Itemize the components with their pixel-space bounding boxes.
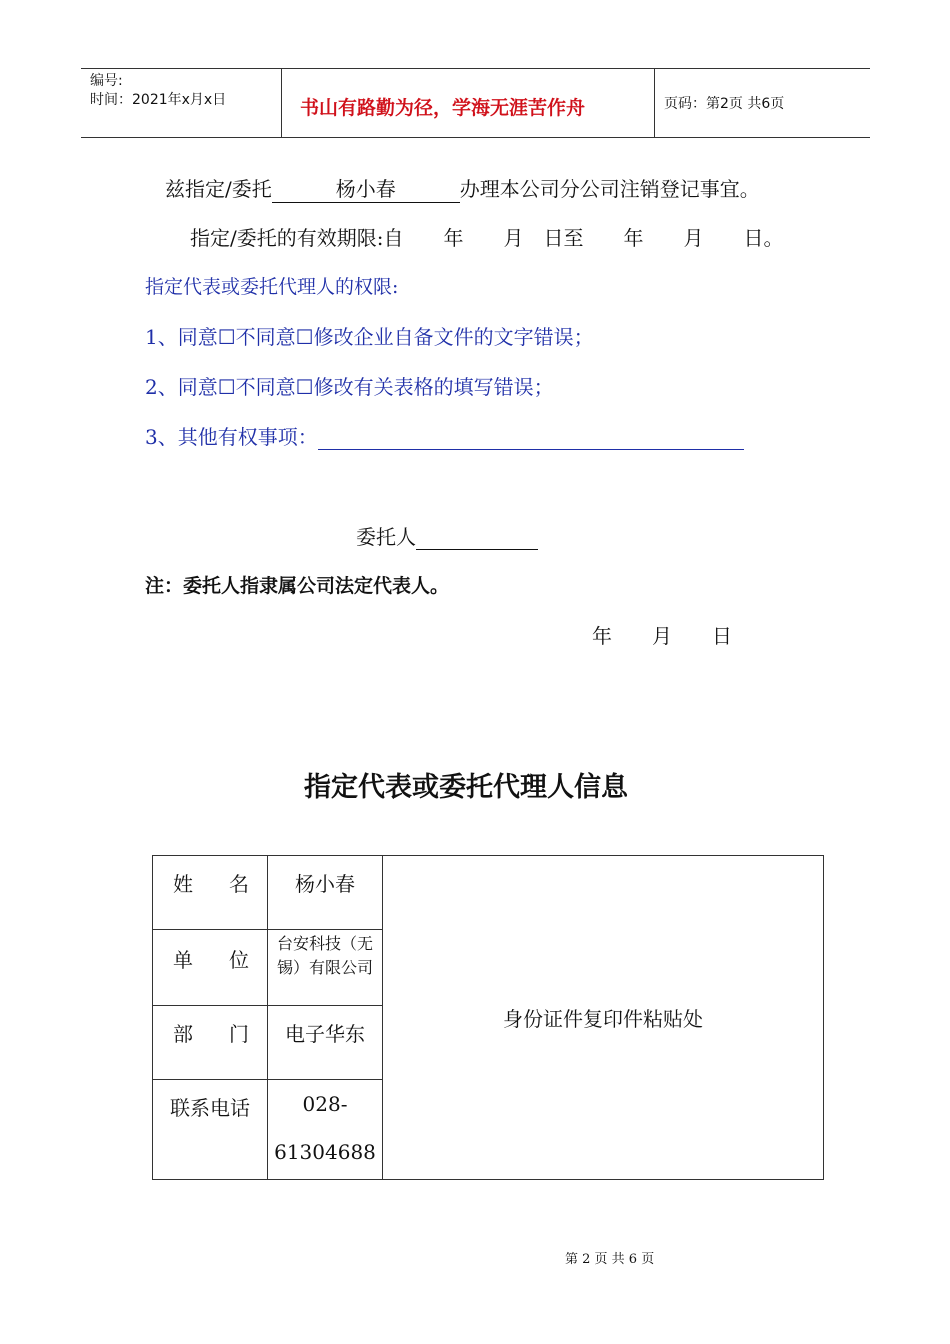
id-paste-label: 身份证件复印件粘贴处	[503, 1007, 703, 1031]
unit-label-b: 位	[229, 948, 249, 972]
authorization-suffix: 办理本公司分公司注销登记事宜。	[459, 177, 760, 201]
unit-value: 台安科技（无锡）有限公司	[276, 934, 373, 977]
header-meta-cell	[81, 69, 282, 137]
number-label: 编号:	[90, 73, 123, 89]
dept-value: 电子华东	[285, 1022, 365, 1046]
phone-value-line1: 028-	[302, 1092, 348, 1116]
validity-line: 指定/委托的有效期限:自 年 月 日至 年 月 日。	[190, 226, 784, 250]
note: 注：委托人指隶属公司法定代表人。	[145, 575, 450, 597]
principal-line	[356, 521, 538, 550]
phone-label: 联系电话	[170, 1096, 250, 1120]
other-matters-label: 3、其他有权事项：	[145, 425, 318, 449]
permission-item-1: 1、同意☐不同意☐修改企业自备文件的文字错误；	[145, 325, 594, 349]
name-value-cell	[268, 856, 383, 930]
page-header	[81, 68, 870, 138]
time-label: 时间：2021年x月x日	[90, 92, 227, 108]
permissions-heading: 指定代表或委托代理人的权限:	[145, 276, 399, 298]
info-section-title: 指定代表或委托代理人信息	[304, 772, 628, 803]
permission-item-3	[145, 421, 744, 450]
name-value: 杨小春	[295, 872, 355, 896]
other-matters-blank	[318, 427, 744, 450]
phone-label-cell	[153, 1080, 268, 1180]
name-label-a: 姓	[173, 872, 193, 896]
dept-value-cell	[268, 1006, 383, 1080]
authorization-prefix: 兹指定/委托	[165, 177, 272, 201]
principal-label: 委托人	[356, 525, 416, 549]
unit-label-a: 单	[173, 948, 193, 972]
unit-label-cell	[153, 930, 268, 1006]
agent-name-field: 杨小春	[272, 173, 460, 203]
dept-label-a: 部	[173, 1022, 193, 1046]
authorization-line	[165, 173, 760, 203]
name-label-cell	[153, 856, 268, 930]
principal-signature-blank	[416, 527, 538, 550]
table-row	[153, 856, 824, 930]
permission-item-2: 2、同意☐不同意☐修改有关表格的填写错误；	[145, 375, 554, 399]
dept-label-b: 门	[229, 1022, 249, 1046]
agent-info-table	[152, 855, 824, 1180]
phone-value-line2: 61304688	[274, 1140, 376, 1164]
header-slogan-cell	[281, 69, 655, 137]
header-page-cell	[654, 69, 870, 137]
dept-label-cell	[153, 1006, 268, 1080]
phone-value-cell	[268, 1080, 383, 1180]
slogan: 书山有路勤为径，学海无涯苦作舟	[300, 97, 586, 119]
name-label-b: 名	[229, 872, 249, 896]
page-label: 页码：第2页 共6页	[664, 96, 785, 112]
unit-value-cell	[268, 930, 383, 1006]
page-footer: 第 2 页 共 6 页	[565, 1252, 655, 1267]
id-paste-area	[383, 856, 824, 1180]
signature-date: 年 月 日	[592, 624, 732, 648]
